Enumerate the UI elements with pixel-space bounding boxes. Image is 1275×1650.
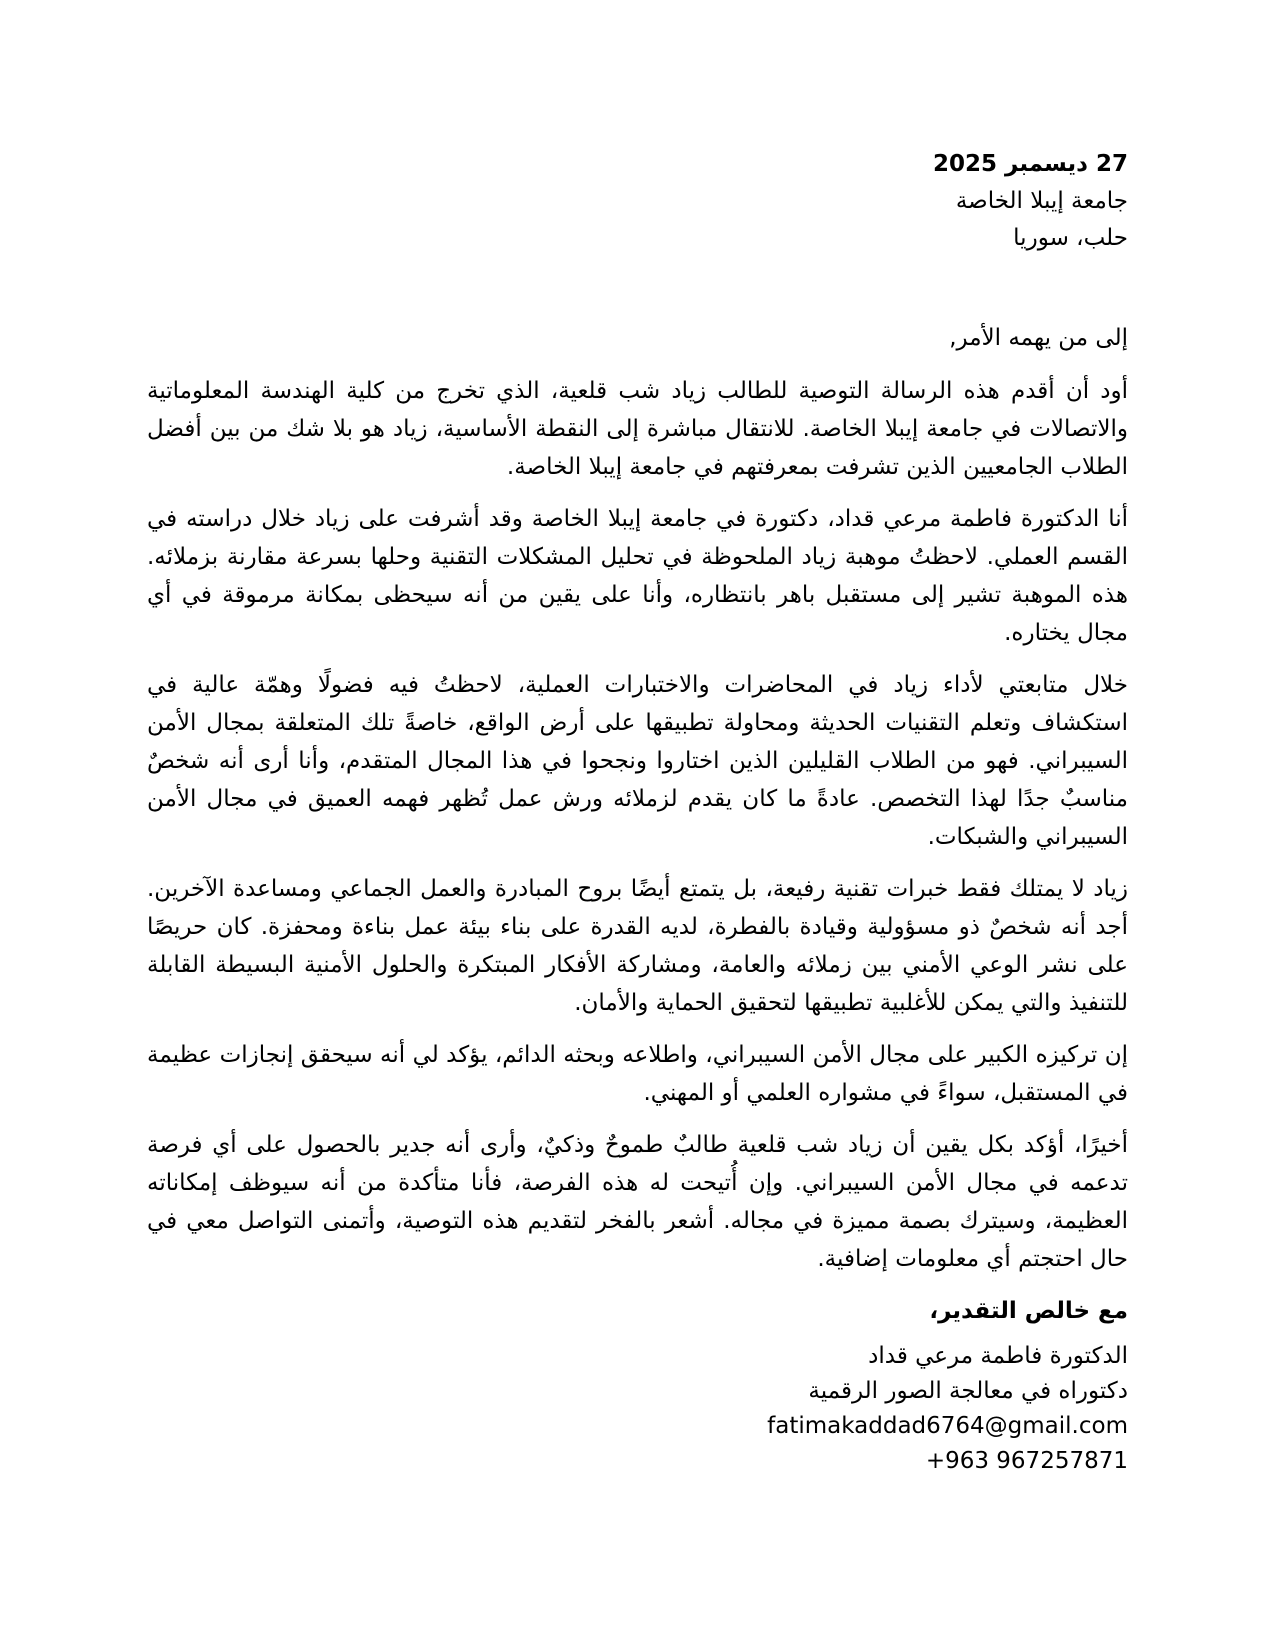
signature-block [147, 1339, 1128, 1479]
letter-greeting: إلى من يهمه الأمر, [949, 325, 1128, 351]
letter-paragraph-intro: أود أن أقدم هذه الرسالة التوصية للطالب زياد شب قلعية، الذي تخرج من كلية الهندسة المعلوماتية والاتصالات في جامعة إيبلا الخاصة. للانتقال مباشرة إلى النقطة الأساسية، زياد هو بلا شك من بين أفضل الطلاب الجامعيين الذين تشرفت بمعرفتهم في جامعة إيبلا الخاصة. [147, 378, 1128, 480]
letter-header [147, 146, 1128, 257]
letter-city: حلب، سوريا [1013, 225, 1128, 251]
signature-email: fatimakaddad6764@gmail.com [767, 1413, 1128, 1439]
letter-university: جامعة إيبلا الخاصة [955, 188, 1128, 214]
letter-date: 27 ديسمبر 2025 [932, 151, 1128, 177]
letter-paragraph-conclusion: أخيرًا، أؤكد بكل يقين أن زياد شب قلعية طالبٌ طموحٌ وذكيٌ، وأرى أنه جدير بالحصول على أي فرصة تدعمه في مجال الأمن السيبراني. وإن أُتيحت له هذه الفرصة، فأنا متأكدة من أنه سيوظف إمكاناته العظيمة، وسيترك بصمة مميزة في مجاله. أشعر بالفخر لتقديم هذه التوصية، وأتمنى التواصل معي في حال احتجتم أي معلومات إضافية. [147, 1132, 1128, 1272]
letter-paragraph-performance: خلال متابعتي لأداء زياد في المحاضرات والاختبارات العملية، لاحظتُ فيه فضولًا وهمّة عالية في استكشاف وتعلم التقنيات الحديثة ومحاولة تطبيقها على أرض الواقع، خاصةً تلك المتعلقة بمجال الأمن السيبراني. فهو من الطلاب القليلين الذين اختاروا ونجحوا في هذا المجال المتقدم، وأنا أرى أنه شخصٌ مناسبٌ جدًا لهذا التخصص. عادةً ما كان يقدم لزملائه ورش عمل تُظهر فهمه العميق في مجال الأمن السيبراني والشبكات. [147, 672, 1128, 850]
letter-closing: مع خالص التقدير، [929, 1298, 1128, 1324]
letter-paragraph-focus: إن تركيزه الكبير على مجال الأمن السيبراني، واطلاعه وبحثه الدائم، يؤكد لي أنه سيحقق إنجازات عظيمة في المستقبل، سواءً في مشواره العلمي أو المهني. [147, 1042, 1128, 1106]
signature-degree: دكتوراه في معالجة الصور الرقمية [808, 1378, 1128, 1404]
letter-paragraph-recommender: أنا الدكتورة فاطمة مرعي قداد، دكتورة في جامعة إيبلا الخاصة وقد أشرفت على زياد خلال دراسته في القسم العملي. لاحظتُ موهبة زياد الملحوظة في تحليل المشكلات التقنية وحلها بسرعة مقارنة بزملائه. هذه الموهبة تشير إلى مستقبل باهر بانتظاره، وأنا على يقين من أنه سيحظى بمكانة مرموقة في أي مجال يختاره. [147, 506, 1128, 646]
signature-phone: +963 967257871 [925, 1448, 1128, 1474]
letter-paragraph-character: زياد لا يمتلك فقط خبرات تقنية رفيعة، بل يتمتع أيضًا بروح المبادرة والعمل الجماعي ومساعدة الآخرين. أجد أنه شخصٌ ذو مسؤولية وقيادة بالفطرة، لديه القدرة على بناء بيئة عمل بناءة ومحفزة. كان حريصًا على نشر الوعي الأمني بين زملائه والعامة، ومشاركة الأفكار المبتكرة والحلول الأمنية البسيطة القابلة للتنفيذ والتي يمكن للأغلبية تطبيقها لتحقيق الحماية والأمان. [147, 876, 1128, 1016]
signature-name: الدكتورة فاطمة مرعي قداد [868, 1343, 1128, 1369]
